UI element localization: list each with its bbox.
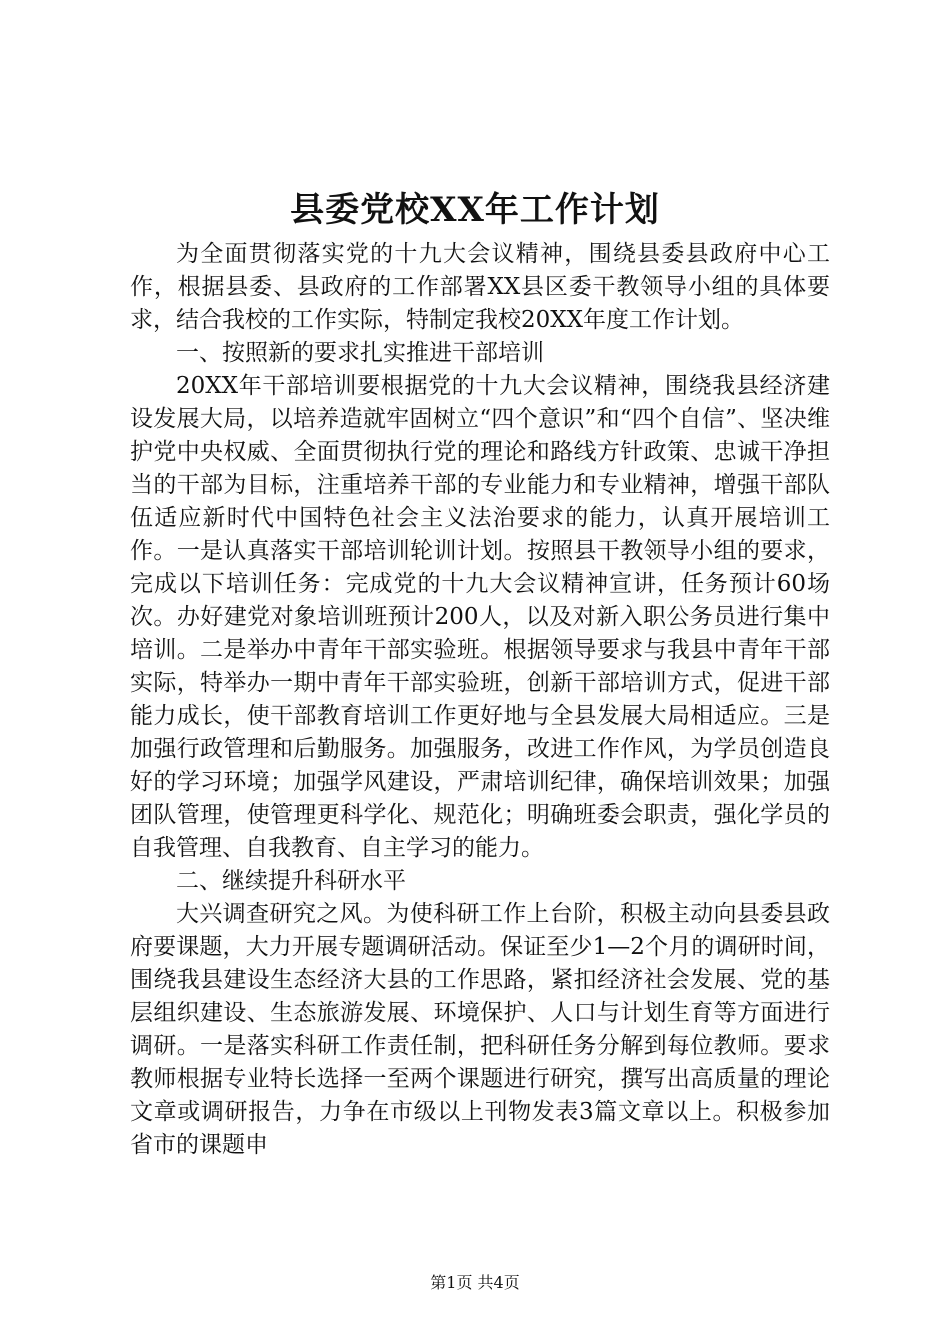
paragraph-intro: 为全面贯彻落实党的十九大会议精神，围绕县委县政府中心工作，根据县委、县政府的工作部署XX县区委干教领导小组的具体要求，结合我校的工作实际，特制定我校20XX年度工作计划。 [130,241,830,333]
document-body [130,238,830,1162]
paragraph-research: 大兴调查研究之风。为使科研工作上台阶，积极主动向县委县政府要课题，大力开展专题调研活动。保证至少1—2个月的调研时间，围绕我县建设生态经济大县的工作思路，紧扣经济社会发展、党的基层组织建设、生态旅游发展、环境保护、人口与计划生育等方面进行调研。一是落实科研工作责任制，把科研任务分解到每位教师。要求教师根据专业特长选择一至两个课题进行研究，撰写出高质量的理论文章或调研报告，力争在市级以上刊物发表3篇文章以上。积极参加省市的课题申 [130,901,830,1158]
section-heading-2: 二、继续提升科研水平 [176,868,406,894]
paragraph-training: 20XX年干部培训要根据党的十九大会议精神，围绕我县经济建设发展大局，以培养造就牢固树立“四个意识”和“四个自信”、坚决维护党中央权威、全面贯彻执行党的理论和路线方针政策、忠诚干净担当的干部为目标，注重培养干部的专业能力和专业精神，增强干部队伍适应新时代中国特色社会主义法治要求的能力，认真开展培训工作。一是认真落实干部培训轮训计划。按照县干教领导小组的要求，完成以下培训任务：完成党的十九大会议精神宣讲，任务预计60场次。办好建党对象培训班预计200人，以及对新入职公务员进行集中培训。二是举办中青年干部实验班。根据领导要求与我县中青年干部实际，特举办一期中青年干部实验班，创新干部培训方式，促进干部能力成长，使干部教育培训工作更好地与全县发展大局相适应。三是加强行政管理和后勤服务。加强服务，改进工作作风，为学员创造良好的学习环境；加强学风建设，严肃培训纪律，确保培训效果；加强团队管理，使管理更科学化、规范化；明确班委会职责，强化学员的自我管理、自我教育、自主学习的能力。 [130,373,830,861]
page-footer: 第1页 共4页 [430,1273,520,1292]
section-heading-1: 一、按照新的要求扎实推进干部培训 [176,340,544,366]
document-title: 县委党校XX年工作计划 [290,190,660,230]
